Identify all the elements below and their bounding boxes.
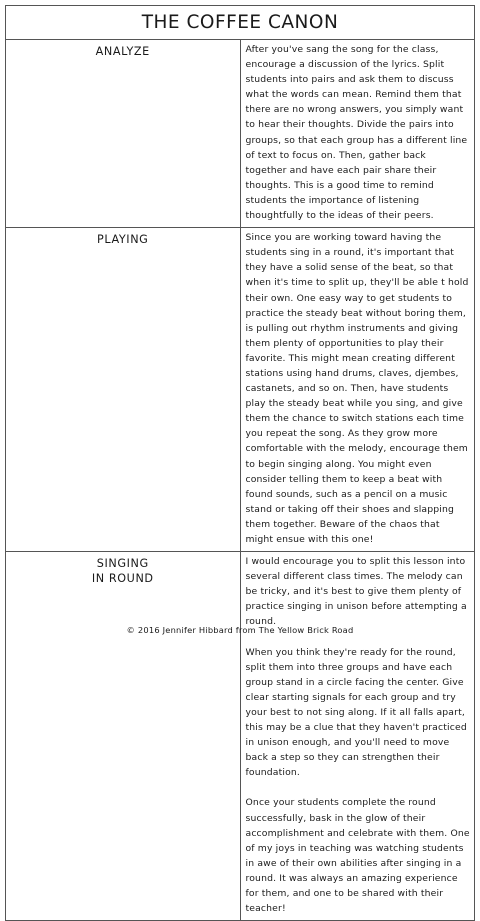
section-paragraph: Since you are working toward having the students sing in a round, it's important that they have a solid sense of the beat, so that when it's time to split up, they'll be able t hold their own. One easy way to get students to practice the steady beat without boring them, is pulling out rhythm instruments and giving them plenty of opportunities to play their favorite. This might mean creating different stations using hand drums, claves, djembes, castanets, and so on. Then, have students play the steady beat while you sing, and give them the chance to switch stations each time you repeat the song. As they grow more comfortable with the melody, encourage them to begin singing along. You might even consider telling them to keep a beat with found sounds, such as a pencil on a music stand or taking off their shoes and slapping them together. Beware of the chaos that might ensue with this one! (245, 232, 469, 545)
page-title: THE COFFEE CANON (141, 12, 339, 33)
lesson-table (5, 5, 475, 921)
section-label (6, 40, 241, 228)
lesson-page (5, 5, 475, 921)
section-text (240, 228, 475, 552)
title-row (6, 6, 475, 40)
section-label-line: PLAYING (97, 233, 149, 247)
copyright-footer: © 2016 Jennifer Hibbard from The Yellow Brick Road (126, 625, 354, 635)
section-label (6, 552, 241, 921)
section-label-line: IN ROUND (91, 572, 154, 586)
title-cell (6, 6, 475, 40)
section-row-playing (6, 228, 475, 552)
section-paragraph: Once your students complete the round successfully, bask in the glow of their accomplishment and celebrate with them. One of my joys in teaching was watching students in awe of their own abilities after singing in a round. It was always an amazing experience for them, and one to be shared with their teacher! (245, 797, 470, 915)
section-text (240, 552, 475, 921)
section-row-singing-in-round (6, 552, 475, 921)
section-paragraph: After you've sang the song for the class, encourage a discussion of the lyrics. Split students into pairs and ask them to discuss what the words can mean. Remind them that there are no wrong answers, you simply want to hear their thoughts. Divide the pairs into groups, so that each group has a different line of text to focus on. Then, gather back together and have each pair share their thoughts. This is a good time to remind students the importance of listening thoughtfully to the ideas of their peers. (245, 44, 468, 222)
section-label (6, 228, 241, 552)
section-paragraph: When you think they're ready for the round, split them into three groups and have each group stand in a circle facing the center. Give clear starting signals for each group and try your best to not sing along. If it all falls apart, this may be a clue that they haven't practiced in unison enough, and you'll need to move back a step so they can strengthen their foundation. (245, 646, 467, 779)
section-paragraph: I would encourage you to split this lesson into several different class times. The melody can be tricky, and it's best to give them plenty of practice singing in unison before attempting a round. (245, 556, 467, 628)
section-label-line: ANALYZE (95, 45, 150, 58)
section-row-analyze (6, 40, 475, 228)
section-label-line: SINGING (96, 557, 149, 571)
section-text (240, 40, 475, 228)
